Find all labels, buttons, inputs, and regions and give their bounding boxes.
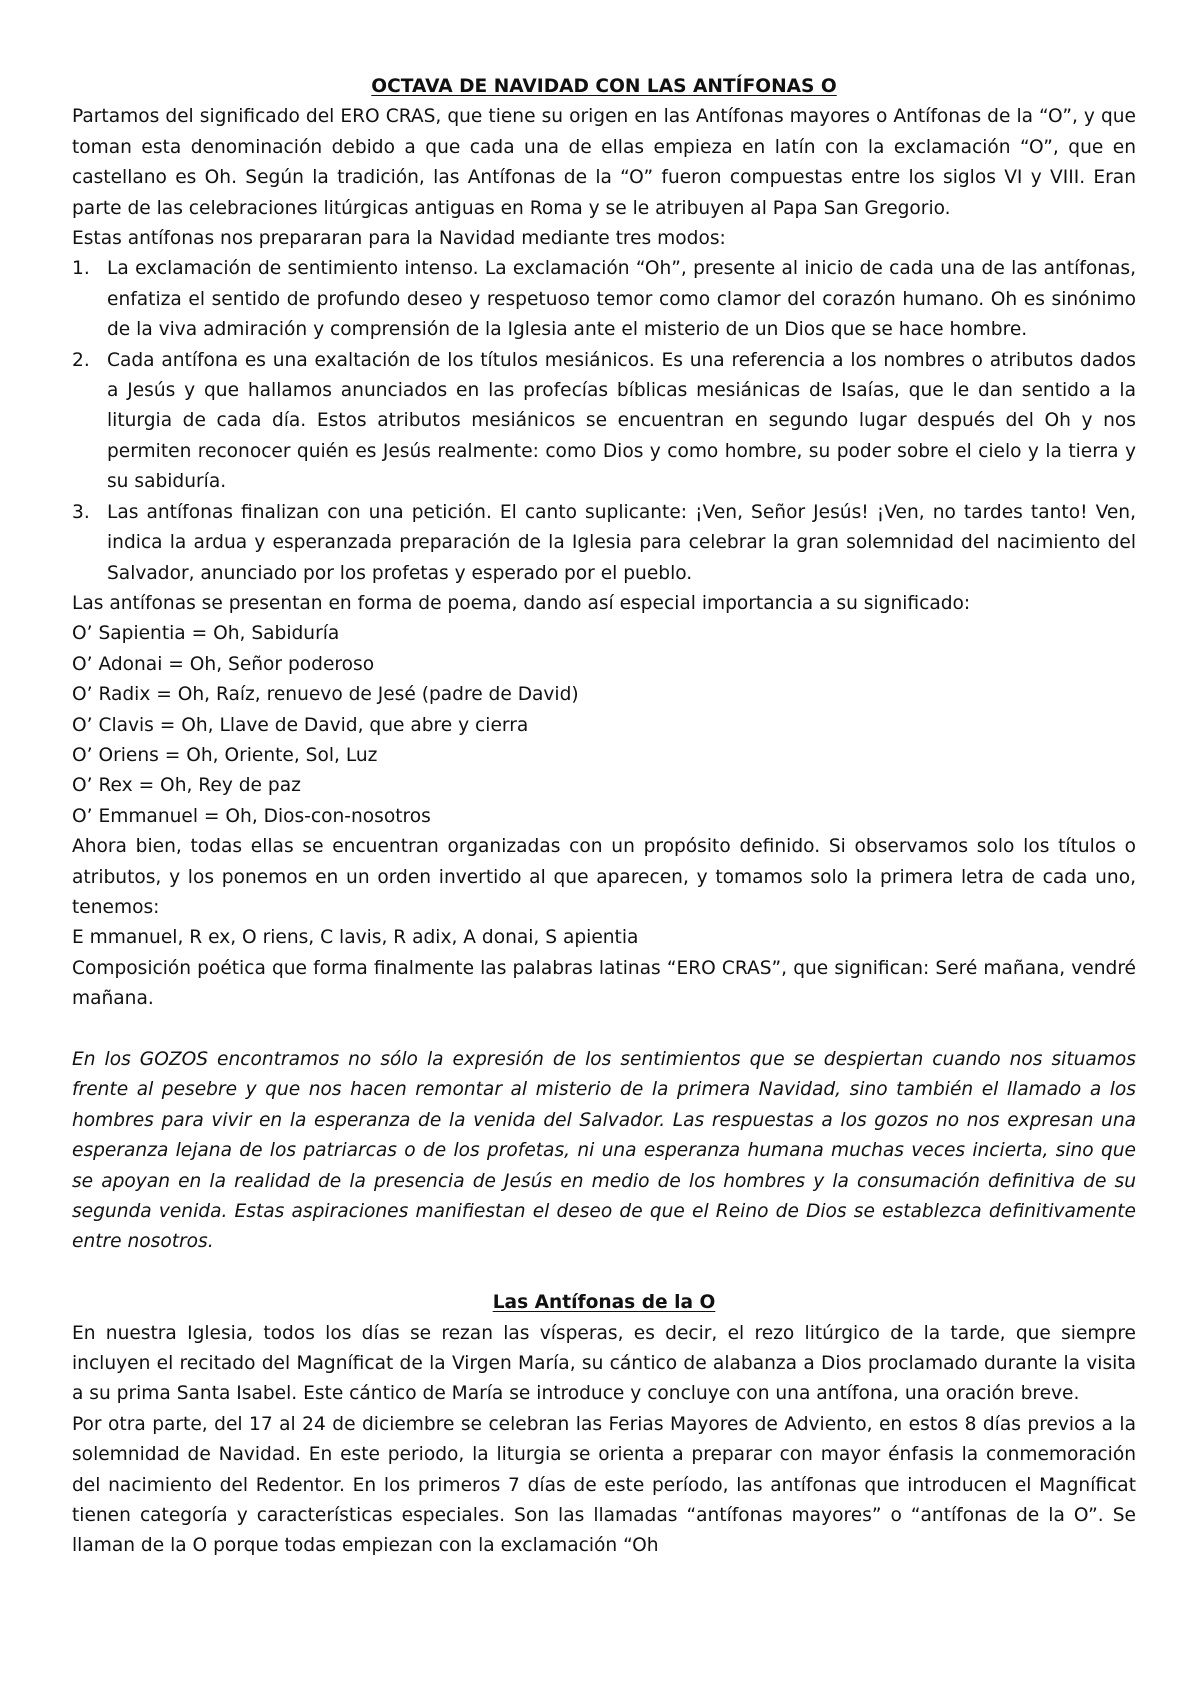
- antiphon-line: O’ Emmanuel = Oh, Dios-con-nosotros: [72, 805, 431, 827]
- document-page: [72, 72, 1136, 1562]
- gozos-paragraph: En los GOZOS encontramos no sólo la expresión de los sentimientos que se despiertan cuando nos situamos frente al pesebre y que nos hacen remontar al misterio de la primera Navidad, sino también el llamado a los hombres para vivir en la esperanza de la venida del Salvador. Las respuestas a los gozos no nos expresan una esperanza lejana de los patriarcas o de los profetas, ni una esperanza humana muchas veces incierta, sino que se apoyan en la realidad de la presencia de Jesús en medio de los hombres y la consumación definitiva de su segunda venida. Estas aspiraciones manifiestan el deseo de que el Reino de Dios se establezca definitivamente entre nosotros.: [72, 1048, 1136, 1253]
- antiphon-line: O’ Oriens = Oh, Oriente, Sol, Luz: [72, 744, 378, 766]
- list-number: 3.: [72, 501, 90, 523]
- list-number: 1.: [72, 258, 90, 280]
- list-number: 2.: [72, 349, 90, 371]
- poem-intro: Las antífonas se presentan en forma de poema, dando así especial importancia a su significado:: [72, 592, 971, 614]
- modes-intro: Estas antífonas nos prepararan para la Navidad mediante tres modos:: [72, 228, 726, 250]
- acrostic-conclusion: Composición poética que forma finalmente las palabras latinas “ERO CRAS”, que significan: Seré mañana, vendré mañana.: [72, 957, 1136, 1010]
- page-title: OCTAVA DE NAVIDAD CON LAS ANTÍFONAS O: [371, 76, 837, 97]
- acrostic-intro: Ahora bien, todas ellas se encuentran organizadas con un propósito definido. Si observamos solo los títulos o atributos, y los ponemos en un orden invertido al que aparecen, y tomamos solo la primera letra de cada uno, tenemos:: [72, 836, 1136, 918]
- section-paragraph: Por otra parte, del 17 al 24 de diciembre se celebran las Ferias Mayores de Adviento, en estos 8 días previos a la solemnidad de Navidad. En este periodo, la liturgia se orienta a preparar con mayor énfasis la conmemoración del nacimiento del Redentor. En los primeros 7 días de este período, las antífonas que introducen el Magníficat tienen categoría y características especiales. Son las llamadas “antífonas mayores” o “antífonas de la O”. Se llaman de la O porque todas empiezan con la exclamación “Oh: [72, 1413, 1136, 1557]
- antiphon-line: O’ Adonai = Oh, Señor poderoso: [72, 653, 375, 675]
- antiphon-line: O’ Rex = Oh, Rey de paz: [72, 775, 301, 797]
- acrostic-line: E mmanuel, R ex, O riens, C lavis, R adix, A donai, S apientia: [72, 927, 639, 949]
- list-item: [72, 346, 1136, 498]
- antiphon-line: O’ Sapientia = Oh, Sabiduría: [72, 623, 340, 645]
- antiphon-line: O’ Clavis = Oh, Llave de David, que abre y cierra: [72, 714, 529, 736]
- list-item: [72, 254, 1136, 345]
- spacer: [72, 1258, 1136, 1288]
- modes-list: [72, 254, 1136, 588]
- list-item-text: Cada antífona es una exaltación de los títulos mesiánicos. Es una referencia a los nombres o atributos dados a Jesús y que hallamos anunciados en las profecías bíblicas mesiánicas de Isaías, que le dan sentido a la liturgia de cada día. Estos atributos mesiánicos se encuentran en segundo lugar después del Oh y nos permiten reconocer quién es Jesús realmente: como Dios y como hombre, su poder sobre el cielo y la tierra y su sabiduría.: [107, 349, 1136, 493]
- list-item-text: Las antífonas finalizan con una petición. El canto suplicante: ¡Ven, Señor Jesús! ¡Ven, no tardes tanto! Ven, indica la ardua y esperanzada preparación de la Iglesia para celebrar la gran solemnidad del nacimiento del Salvador, anunciado por los profetas y esperado por el pueblo.: [107, 501, 1136, 584]
- section-paragraph: En nuestra Iglesia, todos los días se rezan las vísperas, es decir, el rezo litúrgico de la tarde, que siempre incluyen el recitado del Magníficat de la Virgen María, su cántico de alabanza a Dios proclamado durante la visita a su prima Santa Isabel. Este cántico de María se introduce y concluye con una antífona, una oración breve.: [72, 1322, 1136, 1405]
- spacer: [72, 1015, 1136, 1045]
- antiphon-line: O’ Radix = Oh, Raíz, renuevo de Jesé (padre de David): [72, 684, 579, 706]
- intro-paragraph: Partamos del significado del ERO CRAS, que tiene su origen en las Antífonas mayores o Antífonas de la “O”, y que toman esta denominación debido a que cada una de ellas empieza en latín con la exclamación “O”, que en castellano es Oh. Según la tradición, las Antífonas de la “O” fueron compuestas entre los siglos VI y VIII. Eran parte de las celebraciones litúrgicas antiguas en Roma y se le atribuyen al Papa San Gregorio.: [72, 106, 1136, 219]
- section-title: Las Antífonas de la O: [492, 1292, 716, 1314]
- list-item: [72, 498, 1136, 589]
- list-item-text: La exclamación de sentimiento intenso. La exclamación “Oh”, presente al inicio de cada una de las antífonas, enfatiza el sentido de profundo deseo y respetuoso temor como clamor del corazón humano. Oh es sinónimo de la viva admiración y comprensión de la Iglesia ante el misterio de un Dios que se hace hombre.: [107, 258, 1136, 341]
